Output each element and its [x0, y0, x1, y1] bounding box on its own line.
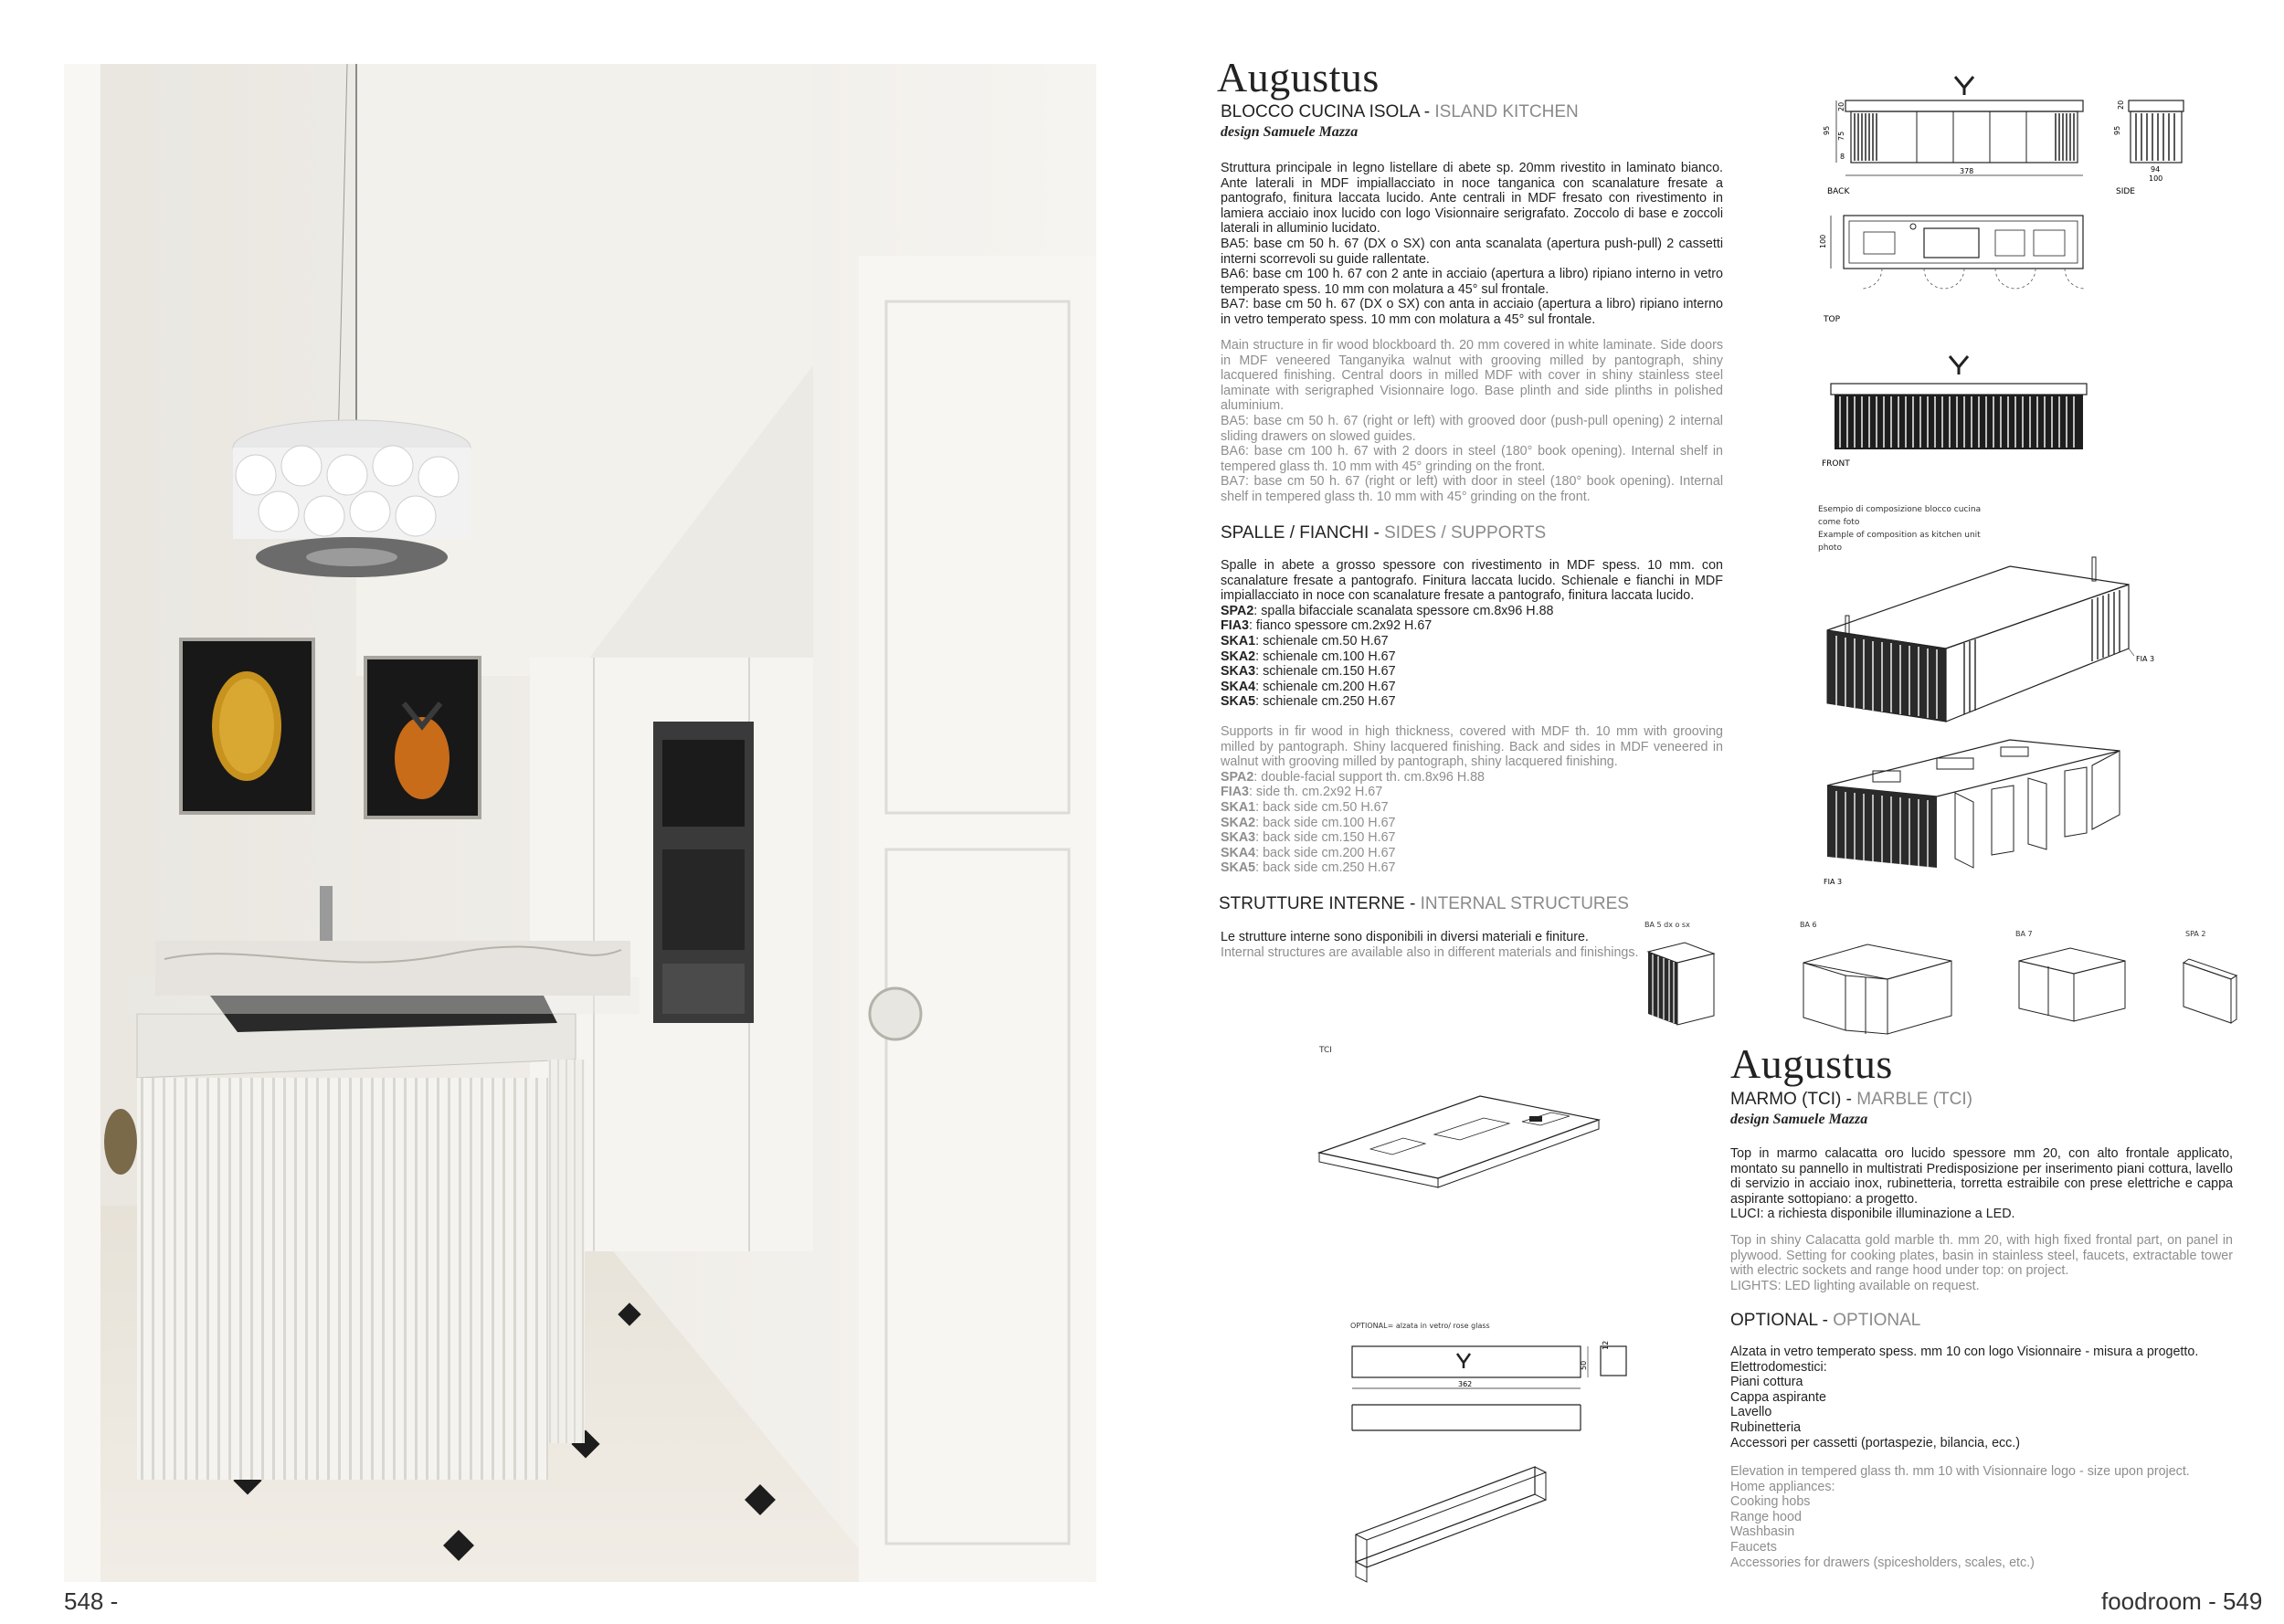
dim-50: 50: [1580, 1360, 1588, 1370]
support-item: [1221, 694, 1723, 710]
support-text: : back side cm.100 H.67: [1255, 815, 1396, 830]
optional-glass-label: OPTIONAL= alzata in vetro/ rose glass: [1350, 1322, 1490, 1330]
dim-95: 95: [1823, 125, 1831, 135]
supports-it: [1221, 558, 1723, 710]
supports-heading-en: SIDES / SUPPORTS: [1379, 523, 1547, 543]
support-text: : back side cm.200 H.67: [1255, 845, 1396, 860]
support-code: SKA5: [1221, 860, 1256, 876]
product2-title: Augustus: [1730, 1040, 1893, 1087]
support-item: [1221, 860, 1723, 876]
optional-heading-it: OPTIONAL -: [1730, 1311, 1828, 1330]
composition-isometric-closed: [1818, 548, 2165, 731]
support-code: SKA5: [1221, 694, 1256, 710]
top-label: TOP: [1824, 315, 1841, 324]
support-item: [1221, 800, 1723, 816]
desc-it-ba6: BA6: base cm 100 h. 67 con 2 ante in acciaio (apertura a libro) ripiano interno in vetro temperato spess. 10 mm con molatura a 45° sul frontale.: [1221, 267, 1723, 297]
support-item: [1221, 785, 1723, 800]
dim-20: 20: [1837, 101, 1845, 111]
product2-designer: design Samuele Mazza: [1730, 1112, 1868, 1127]
support-item: [1221, 770, 1723, 786]
support-item: [1221, 604, 1723, 619]
internal-text: [1221, 930, 1638, 960]
kitchen-illustration: [64, 64, 1096, 1582]
support-text: : spalla bifacciale scanalata spessore cm.8x96 H.88: [1253, 603, 1554, 618]
desc-en-paragraph: Main structure in fir wood blockboard th. 20 mm covered in white laminate. Side doors in MDF veneered Tanganyika walnut with grooving milled by pantograph, shiny lacquered finishing. Central doors in milled MDF with cover in shiny stainless steel laminate with serigraphed Visionnaire logo. Base plinth and side plinths in polished aluminium.: [1221, 338, 1723, 414]
side-elevation-drawing: [2110, 60, 2211, 197]
optional-glass-elevation: [1343, 1335, 1635, 1436]
composition-en: Example of composition as kitchen unit: [1818, 531, 1981, 540]
internal-heading-en: INTERNAL STRUCTURES: [1415, 894, 1629, 913]
subtitle-it: BLOCCO CUCINA ISOLA -: [1221, 102, 1431, 121]
product2-subtitle-en: MARBLE (TCI): [1851, 1090, 1972, 1109]
spa2-drawing: [2180, 950, 2244, 1032]
internal-text-en: Internal structures are available also in different materials and finishings.: [1221, 944, 1639, 960]
composition-it2: come foto: [1818, 518, 1860, 527]
internal-heading: [1219, 894, 1629, 914]
optional-en-item: Accessories for drawers (spicesholders, scales, etc.): [1730, 1555, 2035, 1570]
left-page-number: 548 -: [64, 1587, 119, 1615]
support-text: : schienale cm.100 H.67: [1255, 649, 1396, 664]
top-dim-100: 100: [1819, 234, 1827, 248]
subtitle-en: ISLAND KITCHEN: [1430, 102, 1579, 121]
tci-label: TCI: [1319, 1046, 1332, 1055]
composition-it: Esempio di composizione blocco cucina: [1818, 505, 1982, 514]
product2-desc-it-paragraph: Top in marmo calacatta oro lucido spessore mm 20, con alto frontale applicato, montato su pannello in multistrati Predisposizione per inserimento piani cottura, lavello di servizio in acciaio inox, rubinetteria, torretta estraibile con prese elettriche e cappa aspirante sottopiano: a progetto.: [1730, 1146, 2233, 1207]
ba6-label: BA 6: [1800, 921, 1817, 929]
support-code: SKA1: [1221, 633, 1256, 649]
ba5-label: BA 5 dx o sx: [1644, 921, 1690, 929]
support-item: [1221, 634, 1723, 649]
optional-it-item: Alzata in vetro temperato spess. mm 10 con logo Visionnaire - misura a progetto.: [1730, 1345, 2199, 1359]
support-text: : double-facial support th. cm.8x96 H.88: [1253, 769, 1486, 785]
internal-heading-it: STRUTTURE INTERNE -: [1219, 894, 1416, 913]
optional-glass-isometric: [1352, 1461, 1590, 1589]
desc-en-ba5: BA5: base cm 50 h. 67 (right or left) with grooved door (push-pull opening) 2 internal sliding drawers on slowed guides.: [1221, 413, 1723, 444]
optional-it-item: Lavello: [1730, 1405, 1772, 1420]
support-item: [1221, 618, 1723, 634]
support-item: [1221, 846, 1723, 861]
kitchen-photo: [64, 64, 1096, 1582]
support-code: SPA2: [1221, 769, 1254, 785]
side-dim-20: 20: [2117, 100, 2125, 110]
dim-362: 362: [1458, 1380, 1473, 1388]
product2-subtitle-it: MARMO (TCI) -: [1730, 1090, 1852, 1109]
support-code: FIA3: [1221, 785, 1249, 800]
optional-en-list: [1730, 1464, 2190, 1570]
support-item: [1221, 680, 1723, 695]
side-dim-100: 100: [2149, 174, 2163, 183]
support-item: [1221, 830, 1723, 846]
support-code: SKA4: [1221, 679, 1256, 694]
description-en: [1221, 338, 1723, 505]
support-code: SKA3: [1221, 830, 1256, 846]
optional-en-item: Range hood: [1730, 1509, 1802, 1524]
product2-desc-en-paragraph: Top in shiny Calacatta gold marble th. mm 20, with high fixed frontal part, on panel in plywood. Setting for cooking plates, basin in stainless steel, faucets, extractable tower with electric sockets and range hood under top: on project.: [1730, 1233, 2233, 1279]
back-elevation-drawing: [1823, 60, 2101, 197]
optional-it-item: Cappa aspirante: [1730, 1389, 1826, 1405]
tci-drawing: [1316, 1087, 1608, 1197]
supports-intro-en: Supports in fir wood in high thickness, covered with MDF th. 10 mm with grooving milled by pantograph. Shiny lacquered finishing. Back and sides in MDF veneered in walnut with grooving milled by pantograph, shiny lacquered finishing.: [1221, 724, 1723, 770]
side-label: SIDE: [2116, 187, 2135, 196]
dim-8: 8: [1840, 153, 1845, 161]
internal-text-it: Le strutture interne sono disponibili in diversi materiali e finiture.: [1221, 930, 1589, 944]
supports-it-list: [1221, 604, 1723, 710]
optional-en-item: Faucets: [1730, 1539, 1777, 1555]
back-label: BACK: [1827, 187, 1850, 196]
desc-en-ba7: BA7: base cm 50 h. 67 (right or left) with door in steel (180° book opening). Internal shelf in tempered glass th. 10 mm with 45° grinding on the front.: [1221, 474, 1723, 504]
product2-description-it: [1730, 1146, 2233, 1222]
fia3-label-b: FIA 3: [1824, 878, 1843, 886]
dim-12: 12: [1602, 1340, 1610, 1350]
support-code: SKA1: [1221, 799, 1256, 815]
ba7-drawing: [2015, 944, 2134, 1027]
right-page-number: foodroom - 549: [2101, 1587, 2263, 1615]
support-code: SKA2: [1221, 815, 1256, 830]
desc-it-ba7: BA7: base cm 50 h. 67 (DX o SX) con anta in acciaio (apertura a libro) ripiano interno in vetro temperato spess. 10 mm con molatura a 45° sul frontale.: [1221, 297, 1723, 327]
optional-en-item: Washbasin: [1730, 1524, 1795, 1540]
optional-it-item: Piani cottura: [1730, 1375, 1803, 1390]
optional-heading-en: OPTIONAL: [1827, 1311, 1921, 1330]
optional-it-item: Rubinetteria: [1730, 1419, 1802, 1435]
dim-75: 75: [1837, 131, 1845, 141]
support-code: SKA3: [1221, 664, 1256, 680]
dim-378: 378: [1960, 167, 1974, 175]
desc-it-ba5: BA5: base cm 50 h. 67 (DX o SX) con anta scanalata (apertura push-pull) 2 cassetti interni scorrevoli su guide rallentate.: [1221, 236, 1723, 267]
product2-desc-en-lights: LIGHTS: LED lighting available on request.: [1730, 1278, 1980, 1293]
support-text: : back side cm.50 H.67: [1255, 799, 1389, 815]
support-item: [1221, 649, 1723, 665]
top-view-drawing: [1818, 203, 2110, 331]
front-elevation-drawing: [1818, 347, 2110, 475]
front-label: FRONT: [1822, 459, 1850, 469]
composition-caption: [1818, 503, 1981, 554]
support-text: : side th. cm.2x92 H.67: [1248, 785, 1383, 800]
product2-subtitle: [1730, 1090, 1972, 1110]
support-item: [1221, 664, 1723, 680]
support-code: SKA2: [1221, 649, 1256, 664]
support-text: : fianco spessore cm.2x92 H.67: [1248, 618, 1433, 634]
optional-it-list: [1730, 1345, 2198, 1450]
side-dim-95: 95: [2113, 125, 2121, 135]
support-text: : schienale cm.50 H.67: [1255, 633, 1389, 649]
ba6-drawing: [1800, 939, 1955, 1039]
support-text: : schienale cm.200 H.67: [1255, 679, 1396, 694]
optional-en-item: Elevation in tempered glass th. mm 10 with Visionnaire logo - size upon project.: [1730, 1464, 2190, 1479]
designer-credit: design Samuele Mazza: [1221, 124, 1359, 140]
support-code: SKA4: [1221, 845, 1256, 860]
optional-it-item: Accessori per cassetti (portaspezie, bilancia, ecc.): [1730, 1435, 2021, 1450]
optional-en-item: Cooking hobs: [1730, 1494, 1811, 1510]
product-subtitle: [1221, 102, 1579, 122]
supports-intro-it: Spalle in abete a grosso spessore con rivestimento in MDF spess. 10 mm. con scanalature fresate a pantografo. Finitura laccata lucido. Schienale e fianchi in MDF impiallacciato in noce con scanalature fresate a pantografo, finitura laccata lucido.: [1221, 558, 1723, 604]
description-it: [1221, 161, 1723, 328]
fia3-label-a: FIA 3: [2136, 655, 2155, 663]
spa2-label: SPA 2: [2185, 930, 2206, 938]
support-code: SPA2: [1221, 603, 1254, 618]
supports-en: [1221, 724, 1723, 876]
support-text: : schienale cm.150 H.67: [1255, 664, 1396, 680]
optional-heading: [1730, 1311, 1920, 1331]
ba5-drawing: [1644, 933, 1718, 1034]
desc-en-ba6: BA6: base cm 100 h. 67 with 2 doors in steel (180° book opening). Internal shelf in tempered glass th. 10 mm with 45° grinding on the front.: [1221, 444, 1723, 474]
product2-description-en: [1730, 1233, 2233, 1293]
optional-it-item: Elettrodomestici:: [1730, 1359, 1827, 1375]
composition-en2: photo: [1818, 543, 1842, 553]
support-text: : back side cm.250 H.67: [1255, 860, 1396, 876]
optional-en-item: Home appliances:: [1730, 1479, 1835, 1494]
composition-isometric-open: [1818, 731, 2129, 886]
support-item: [1221, 816, 1723, 831]
supports-en-list: [1221, 770, 1723, 876]
product-title: Augustus: [1217, 54, 1380, 100]
supports-heading: [1221, 523, 1546, 543]
side-dim-94: 94: [2151, 165, 2161, 174]
support-code: FIA3: [1221, 618, 1249, 634]
desc-it-paragraph: Struttura principale in legno listellare di abete sp. 20mm rivestito in laminato bianco. Ante laterali in MDF impiallacciato in noce tanganica con scanalature fresate a pantografo, finitura laccata lucido. Ante centrali in MDF fresato con rivestimento in lamiera acciaio inox lucido con logo Visionnaire serigrafato. Zoccolo di base e zoccoli laterali in alluminio lucidato.: [1221, 161, 1723, 237]
product2-desc-it-lights: LUCI: a richiesta disponibile illuminazione a LED.: [1730, 1207, 2015, 1222]
support-text: : schienale cm.250 H.67: [1255, 694, 1396, 710]
ba7-label: BA 7: [2015, 930, 2033, 938]
supports-heading-it: SPALLE / FIANCHI -: [1221, 523, 1380, 543]
support-text: : back side cm.150 H.67: [1255, 830, 1396, 846]
